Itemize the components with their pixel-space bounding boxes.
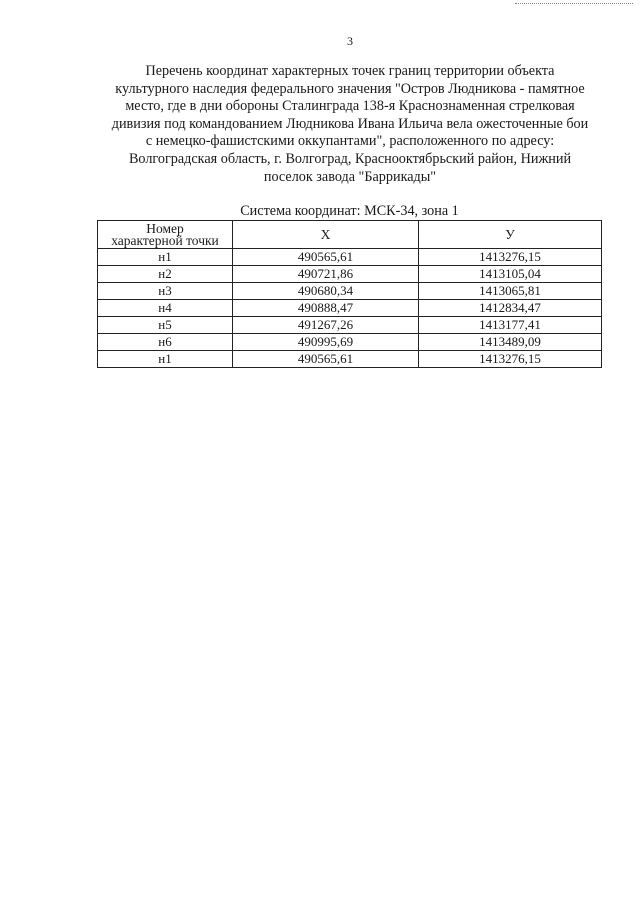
cell-y: 1412834,47 <box>419 300 602 317</box>
cell-y: 1413065,81 <box>419 283 602 300</box>
page-number: 3 <box>347 34 353 48</box>
cell-point: н3 <box>98 283 233 300</box>
cell-point: н6 <box>98 334 233 351</box>
heading-line: дивизия под командованием Людникова Ивана Ильича вела ожесточенные бои <box>111 115 589 132</box>
header-point-line2: характерной точки <box>111 232 219 248</box>
header-point-number <box>98 221 233 249</box>
heading-line: с немецко-фашистскими оккупантами", расположенного по адресу: <box>145 133 555 150</box>
cell-x: 490721,86 <box>233 266 419 283</box>
cell-y: 1413489,09 <box>419 334 602 351</box>
table-header-row <box>98 221 602 249</box>
cell-x: 490565,61 <box>233 249 419 266</box>
table-row <box>98 334 602 351</box>
cell-x: 490888,47 <box>233 300 419 317</box>
heading-line: Перечень координат характерных точек границ территории объекта <box>145 63 555 79</box>
coordinate-system-label: Система координат: МСК-34, зона 1 <box>240 203 459 219</box>
cell-point: н1 <box>98 249 233 266</box>
heading-line: поселок завода "Баррикады" <box>263 168 437 185</box>
table-body <box>98 249 602 368</box>
cell-x: 491267,26 <box>233 317 419 334</box>
table-row <box>98 266 602 283</box>
heading-line: Волгоградская область, г. Волгоград, Краснооктябрьский район, Нижний <box>128 150 572 167</box>
header-y: У <box>419 221 602 249</box>
document-heading <box>90 63 610 186</box>
table-row <box>98 351 602 368</box>
cell-y: 1413276,15 <box>419 351 602 368</box>
cell-x: 490680,34 <box>233 283 419 300</box>
cell-point: н5 <box>98 317 233 334</box>
cell-x: 490565,61 <box>233 351 419 368</box>
cell-point: н4 <box>98 300 233 317</box>
heading-line: культурного наследия федерального значения "Остров Людникова - памятное <box>115 80 585 97</box>
table-row <box>98 249 602 266</box>
cell-y: 1413177,41 <box>419 317 602 334</box>
heading-line: место, где в дни обороны Сталинграда 138-я Краснознаменная стрелковая <box>125 98 575 115</box>
cell-x: 490995,69 <box>233 334 419 351</box>
cell-y: 1413105,04 <box>419 266 602 283</box>
table-row <box>98 317 602 334</box>
header-point-line1: Номер <box>146 220 184 236</box>
coordinates-table <box>97 220 602 368</box>
cell-y: 1413276,15 <box>419 249 602 266</box>
cell-point: н1 <box>98 351 233 368</box>
table-row <box>98 300 602 317</box>
scan-artifact-line <box>515 3 633 4</box>
cell-point: н2 <box>98 266 233 283</box>
header-x: X <box>233 221 419 249</box>
table-row <box>98 283 602 300</box>
